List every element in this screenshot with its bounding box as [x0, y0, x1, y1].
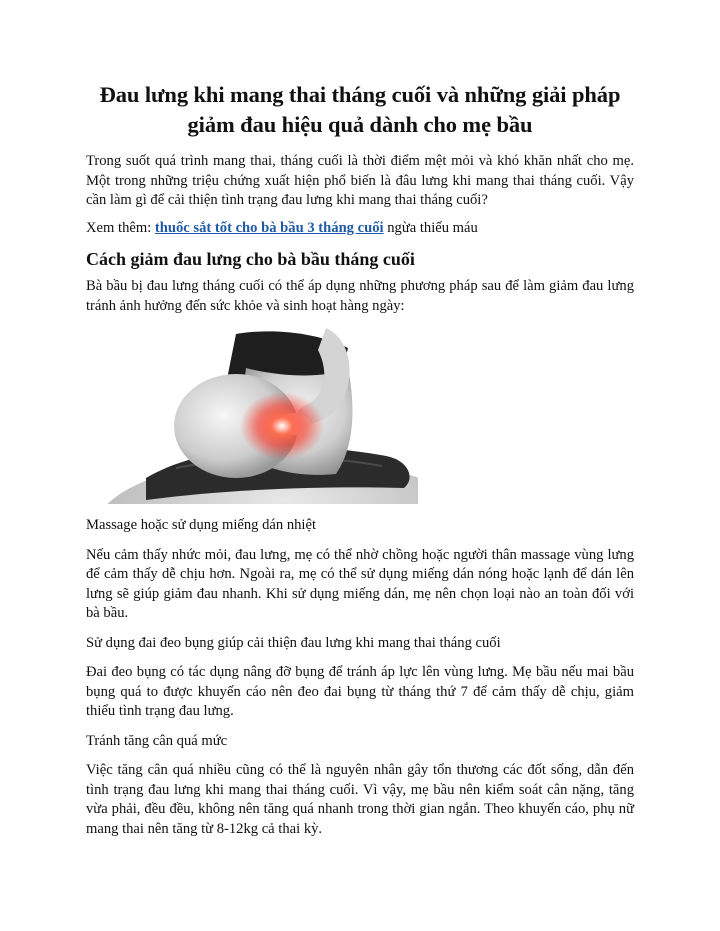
see-also-suffix: ngừa thiếu máu: [383, 219, 478, 236]
tip-3-title: Tránh tăng cân quá mức: [86, 732, 228, 749]
section-intro: Bà bầu bị đau lưng tháng cuối có thể áp dụng những phương pháp sau để làm giảm đau lưng tránh ảnh hưởng đến sức khỏe và sinh hoạt hàng ngày:: [86, 278, 634, 314]
intro-paragraph: Trong suốt quá trình mang thai, tháng cuối là thời điểm mệt mỏi và khó khăn nhất cho mẹ. Một trong những triệu chứng xuất hiện phổ biến là đâu lưng khi mang thai tháng cuối. Vậy cần làm gì để cải thiện tình trạng đau lưng khi mang thai tháng cuối?: [86, 153, 634, 208]
tip-1-title: Massage hoặc sử dụng miếng dán nhiệt: [86, 517, 317, 533]
tip-3-body: Việc tăng cân quá nhiều cũng có thể là nguyên nhân gây tổn thương các đốt sống, dẫn đến tình trạng đau lưng khi mang thai tháng cuối. Vì vậy, mẹ bầu nên kiểm soát cân nặng, tăng vừa phải, đều đều, không nên tăng quá nhanh trong thời gian ngắn. Theo khuyến cáo, phụ nữ mang thai nên tăng từ 8-12kg cả thai kỳ.: [86, 762, 634, 837]
tip-2-body: Đai đeo bụng có tác dụng nâng đỡ bụng để tránh áp lực lên vùng lưng. Mẹ bầu nếu mai bầu bụng quá to được khuyến cáo nên đeo đai bụng từ tháng thứ 7 để cảm thấy dễ chịu, giảm thiểu tình trạng đau lưng.: [86, 664, 634, 719]
article-title: Đau lưng khi mang thai tháng cuối và những giải pháp giảm đau hiệu quả dành cho mẹ bầu: [99, 82, 621, 137]
pregnant-woman-back-pain-image: [86, 328, 418, 504]
pain-glow: [240, 392, 324, 460]
see-also-line: [86, 219, 634, 239]
iron-supplement-link[interactable]: thuốc sắt tốt cho bà bầu 3 tháng cuối: [154, 219, 384, 236]
see-also-prefix: Xem thêm:: [86, 219, 155, 236]
tip-2-title: Sử dụng đai đeo bụng giúp cải thiện đau lưng khi mang thai tháng cuối: [86, 634, 501, 651]
section-heading: Cách giảm đau lưng cho bà bầu tháng cuối: [86, 249, 415, 269]
document-page: [86, 80, 634, 839]
tip-1-body: Nếu cảm thấy nhức mỏi, đau lưng, mẹ có thể nhờ chồng hoặc người thân massage vùng lưng để cảm thấy dễ chịu hơn. Ngoài ra, mẹ có thể sử dụng miếng dán nóng hoặc lạnh để dán lên lưng sẽ giúp giảm đau nhanh. Khi sử dụng miếng dán, mẹ nên chọn loại nào an toàn đối với bà bầu.: [86, 546, 634, 621]
